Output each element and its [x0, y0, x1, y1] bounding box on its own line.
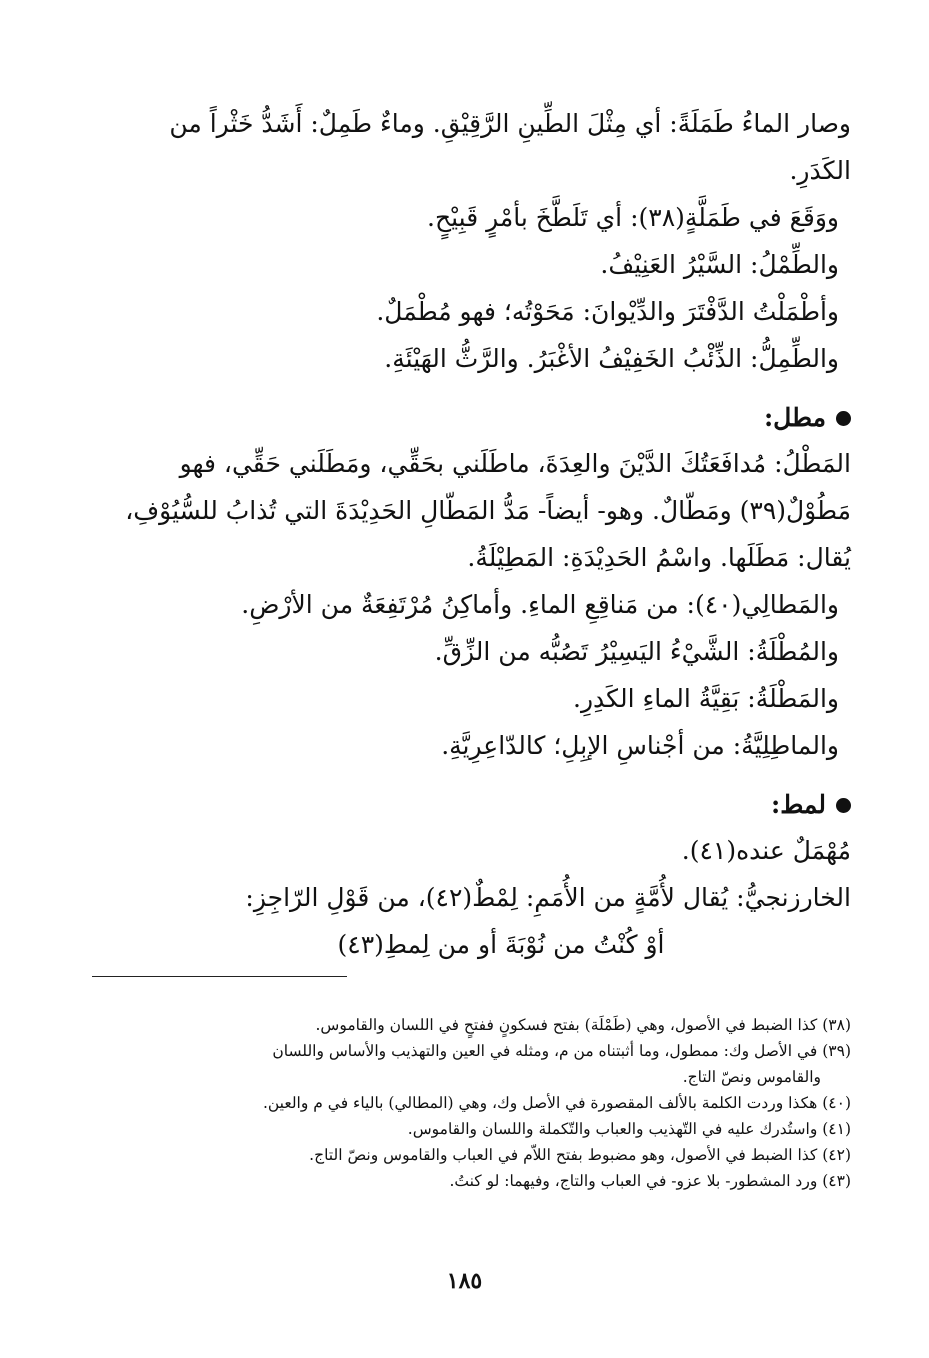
- footnote-separator: [92, 976, 347, 977]
- entry-heading-label: مطل:: [763, 403, 826, 432]
- footnotes: [91, 1012, 851, 1194]
- bullet-icon: [836, 798, 851, 813]
- bullet-icon: [836, 411, 851, 426]
- text-line: والطِّمْلُ: السَّيْرُ العَنِيْفُ.: [600, 250, 839, 279]
- text-line: الكَدَرِ.: [789, 156, 851, 185]
- verse-line: أوْ كُنْتُ من نُوْبَةَ أو من لِمطِ(٤٣): [337, 930, 665, 959]
- footnote-38: (٣٨) كذا الضبط في الأصول، وهي (طَمْلَة) بفتح فسكونٍ ففتحٍ في اللسان والقاموس.: [315, 1016, 851, 1034]
- footnote-42: (٤٢) كذا الضبط في الأصول، وهو مضبوط بفتح اللاّم في العباب والقاموس ونصّ التاج.: [309, 1146, 851, 1164]
- footnote-40: (٤٠) هكذا وردت الكلمة بالألف المقصورة في الأصل وك، وهي (المطالي) بالياء في م والعين.: [262, 1094, 851, 1112]
- text-line: والماطِلِيَّةُ: من أجْناسِ الإبِلِ؛ كالدّاعِرِيَّةِ.: [441, 731, 839, 760]
- footnote-43: (٤٣) ورد المشطور- بلا عزو- في العباب والتاج، وفيهما: لو كنتُ.: [449, 1172, 851, 1190]
- entry-heading-lmt: [91, 783, 851, 827]
- footnote-39: (٣٩) في الأصل وك: ممطول، وما أثبتناه من م، ومثله في العين والتهذيب والأساس واللسان: [272, 1042, 851, 1060]
- text-line: والمُطْلَةُ: الشَّيْءُ اليَسِيْرُ تَصُبُّه من الزِّقِّ.: [434, 637, 839, 666]
- text-line: ووَقَعَ في طَمَلَّةٍ(٣٨): أي تَلَطَّخَ بأمْرٍ قَبِيْحٍ.: [427, 203, 839, 232]
- entry-heading-mtl: [91, 396, 851, 440]
- text-line: وصار الماءُ طَمَلَةً: أي مِثْلَ الطِّينِ الرَّقِيْقِ. وماءٌ طَمِلٌ: أَشَدُّ خَثْراً من: [169, 109, 851, 138]
- main-text: [91, 100, 851, 968]
- text-line: والطِّمِلُّ: الذِّئْبُ الخَفِيْفُ الأغْبَرُ. والرَّثُّ الهَيْئَةِ.: [384, 344, 839, 373]
- footnote-41: (٤١) واستُدرك عليه في التّهذيب والعباب والتّكملة واللسان والقاموس.: [407, 1120, 851, 1138]
- entry-heading-label: لمط:: [770, 790, 826, 819]
- text-line: وأطْمَلْتُ الدَّفْتَرَ والدِّيْوانَ: مَحَوْتُه؛ فهو مُطْمَلٌ.: [376, 297, 839, 326]
- text-line: المَطْلُ: مُدافَعَتُكَ الدَّيْنَ والعِدَةَ، ماطَلَني بحَقِّي، ومَطَلَني حَقِّي، فهو: [179, 449, 851, 478]
- text-line: مَطُوْلٌ(٣٩) ومَطّالٌ. وهو- أيضاً- مَدُّ المَطّالِ الحَدِيْدَةَ التي تُذابُ للسُّيُوْفِ،: [125, 496, 851, 525]
- text-line: الخارزنجيُّ: يُقال لأُمَّةٍ من الأُمَمِ: لِمْطٌ(٤٢)، من قَوْلِ الرّاجِزِ:: [245, 883, 851, 912]
- text-line: مُهْمَلٌ عنده(٤١).: [681, 836, 851, 865]
- page-number: ١٨٥: [446, 1268, 483, 1294]
- text-line: يُقال: مَطَلَها. واسْمُ الحَدِيْدَةِ: المَطِيْلَةُ.: [467, 543, 851, 572]
- text-line: والمَطْلَةُ: بَقِيَّةُ الماءِ الكَدِرِ.: [573, 684, 839, 713]
- text-line: والمَطالِي(٤٠): من مَناقِعِ الماءِ. وأماكِنُ مُرْتَفِعَةٌ من الأرْضِ.: [241, 590, 839, 619]
- footnote-39-continued: والقاموس ونصّ التاج.: [682, 1068, 821, 1086]
